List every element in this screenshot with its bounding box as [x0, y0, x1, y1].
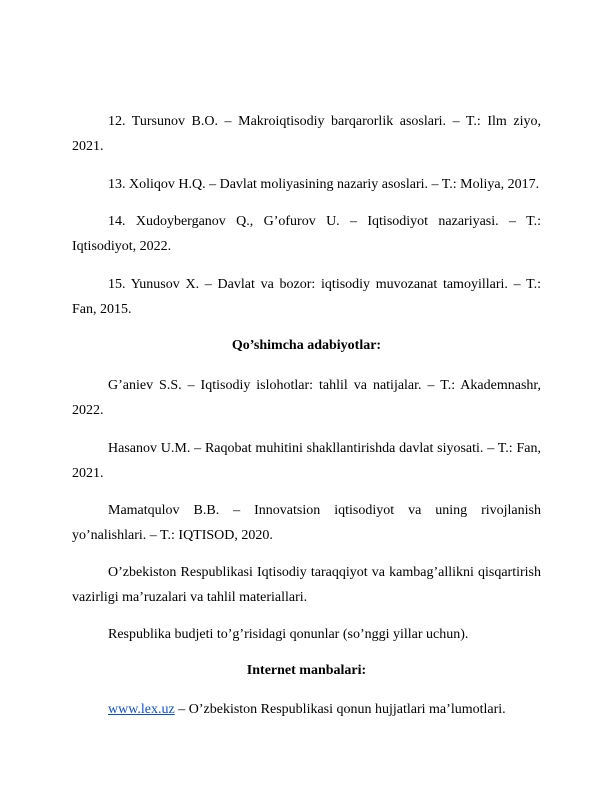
internet-sources-heading: Internet manbalari:: [246, 663, 367, 678]
additional-literature-heading: Qo’shimcha adabiyotlar:: [231, 338, 382, 353]
internet-source-item: [72, 697, 541, 722]
additional-item: Hasanov U.M. – Raqobat muhitini shakllantirishda davlat siyosati. – T.: Fan, 2021.: [72, 441, 541, 481]
lex-uz-link[interactable]: www.lex.uz: [108, 702, 175, 717]
reference-item-13: 13. Xoliqov H.Q. – Davlat moliyasining nazariy asoslari. – T.: Moliya, 2017.: [108, 177, 540, 192]
additional-item: O’zbekiston Respublikasi Iqtisodiy taraqqiyot va kambag’allikni qisqartirish vazirligi ma’ruzalari va tahlil materiallari.: [72, 565, 541, 605]
reference-item-15: 15. Yunusov X. – Davlat va bozor: iqtisodiy muvozanat tamoyillari. – T.: Fan, 2015.: [72, 277, 541, 317]
additional-item: Respublika budjeti to’g’risidagi qonunlar (so’nggi yillar uchun).: [108, 627, 469, 642]
additional-item: G’aniev S.S. – Iqtisodiy islohotlar: tahlil va natijalar. – T.: Akademnashr, 2022.: [72, 378, 541, 418]
additional-item: Mamatqulov B.B. – Innovatsion iqtisodiyot va uning rivojlanish yo’nalishlari. – T.: IQTISOD, 2020.: [72, 503, 541, 543]
reference-item-14: 14. Xudoyberganov Q., G’ofurov U. – Iqtisodiyot nazariyasi. – T.: Iqtisodiyot, 2022.: [72, 214, 541, 254]
link-description: – O’zbekiston Respublikasi qonun hujjatlari ma’lumotlari.: [174, 702, 506, 717]
reference-item-12: 12. Tursunov B.O. – Makroiqtisodiy barqarorlik asoslari. – T.: Ilm ziyo, 2021.: [72, 114, 541, 154]
